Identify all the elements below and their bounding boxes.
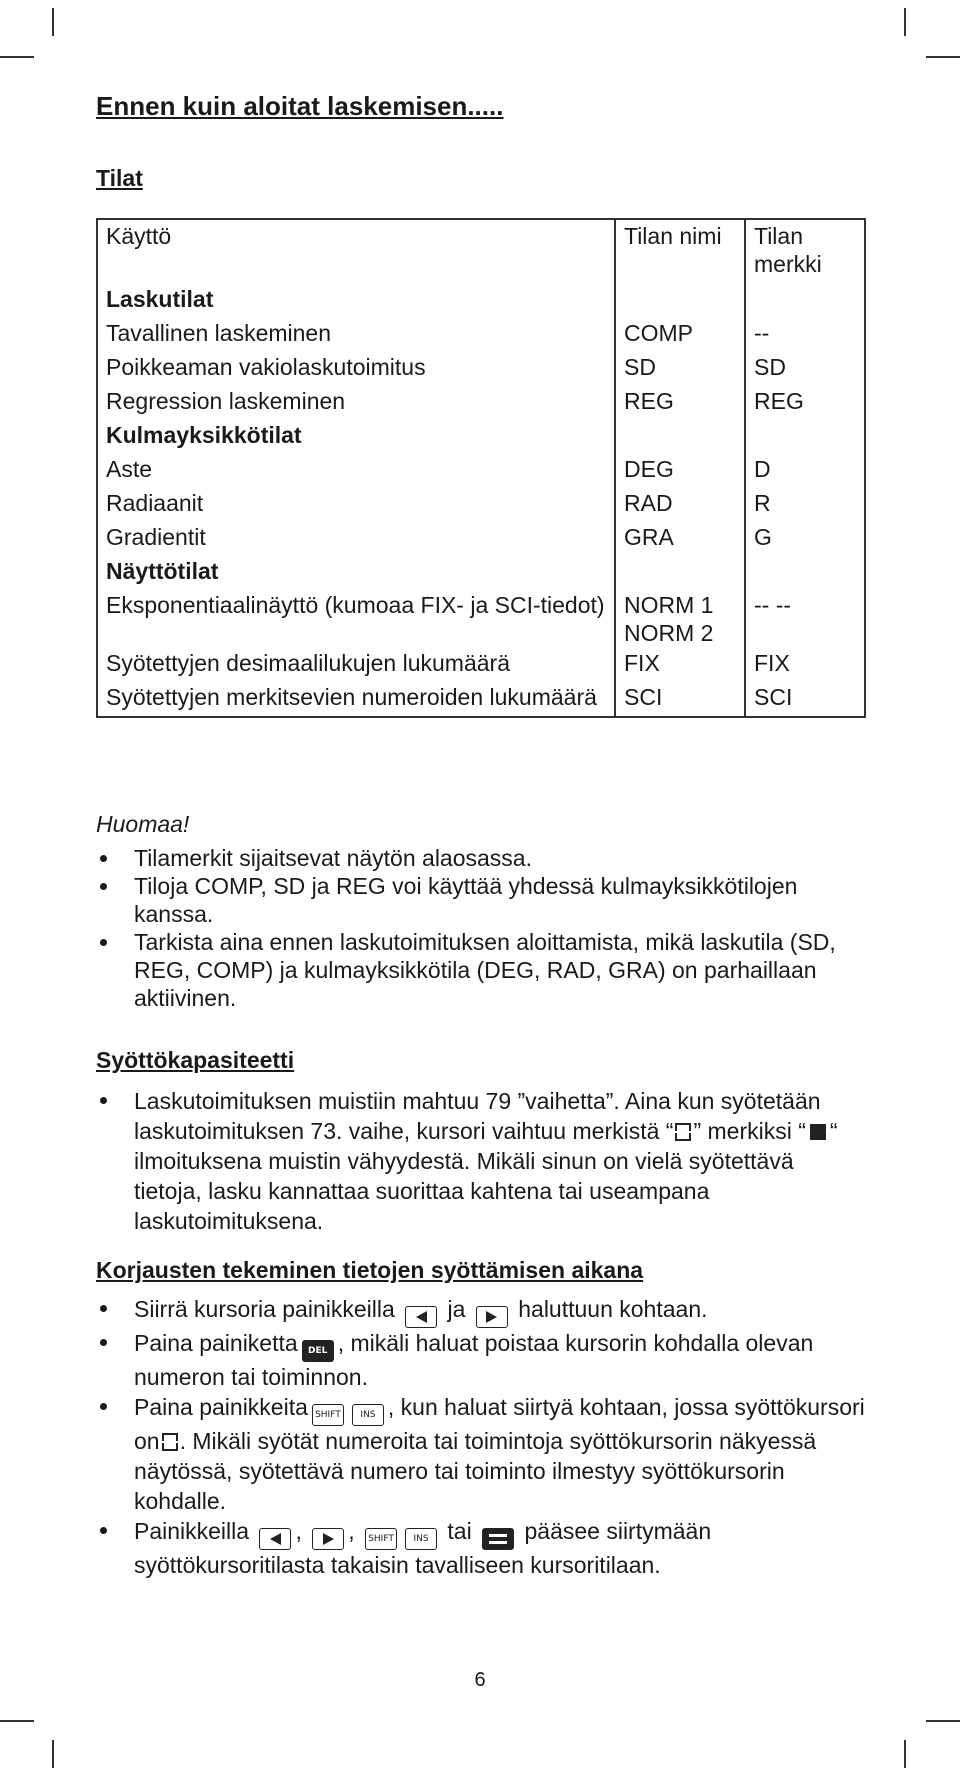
crop-mark — [926, 56, 960, 58]
right-arrow-key-icon — [476, 1306, 508, 1328]
table-subheading-row — [97, 556, 865, 590]
usage-cell: Kulmayksikkötilat — [97, 420, 615, 454]
usage-cell: Näyttötilat — [97, 556, 615, 590]
mode-indicator-cell: G — [745, 522, 865, 556]
usage-cell: Regression laskeminen — [97, 386, 615, 420]
mode-indicator-cell: FIX — [745, 648, 865, 682]
note-list — [96, 844, 866, 1012]
modes-table — [96, 218, 866, 718]
table-row — [97, 318, 865, 352]
usage-cell: Tavallinen laskeminen — [97, 318, 615, 352]
list-item: Paina painiketta DEL , mikäli haluat poistaa kursorin kohdalla olevan numeron tai toiminnon. — [96, 1328, 866, 1392]
table-row — [97, 682, 865, 717]
table-row — [97, 488, 865, 522]
usage-cell: Laskutilat — [97, 284, 615, 318]
corrections-list — [96, 1294, 866, 1580]
mode-name-cell: SD — [615, 352, 745, 386]
capacity-list — [96, 1086, 866, 1236]
mode-name-cell — [615, 284, 745, 318]
usage-cell: Radiaanit — [97, 488, 615, 522]
list-item: Painikkeilla , , SHIFT INS tai pääsee siirtymään syöttökursoritilasta takaisin tavalliseen kursoritilaan. — [96, 1516, 866, 1580]
usage-cell: Poikkeaman vakiolaskutoimitus — [97, 352, 615, 386]
usage-cell: Syötettyjen merkitsevien numeroiden lukumäärä — [97, 682, 615, 717]
crop-mark — [52, 8, 54, 36]
mode-indicator-cell — [745, 284, 865, 318]
mode-indicator-cell: SD — [745, 352, 865, 386]
page-number: 6 — [474, 1669, 486, 1691]
list-item: Paina painikkeita SHIFT INS , kun haluat siirtyä kohtaan, jossa syöttökursori on . Mikäli syötät numeroita tai toimintoja syöttökursorin näkyessä näytössä, syötettävä numero tai toiminto ilmestyy syöttökursorin kohdalle. — [96, 1392, 866, 1516]
mode-indicator-cell — [745, 556, 865, 590]
mode-name-cell: REG — [615, 386, 745, 420]
corrections-heading: Korjausten tekeminen tietojen syöttämisen aikana — [96, 1257, 644, 1283]
modes-heading: Tilat — [96, 165, 143, 191]
mode-name-cell: NORM 1 NORM 2 — [615, 590, 745, 648]
mode-name-cell: DEG — [615, 454, 745, 488]
list-item: Tarkista aina ennen laskutoimituksen aloittamista, mikä laskutila (SD, REG, COMP) ja kulmayksikkötila (DEG, RAD, GRA) on parhaillaan aktiivinen. — [96, 928, 866, 1012]
list-item: Siirrä kursoria painikkeilla ja haluttuun kohtaan. — [96, 1294, 866, 1328]
table-row — [97, 590, 865, 648]
crop-mark — [0, 1720, 34, 1722]
mode-indicator-cell: SCI — [745, 682, 865, 717]
crop-mark — [0, 56, 34, 58]
usage-cell: Syötettyjen desimaalilukujen lukumäärä — [97, 648, 615, 682]
mode-indicator-cell: D — [745, 454, 865, 488]
ins-key-icon: INS — [405, 1528, 437, 1550]
block-cursor-icon — [810, 1124, 826, 1140]
ins-key-icon: INS — [352, 1404, 384, 1426]
header-mode-name: Tilan nimi — [615, 219, 745, 284]
page-title: Ennen kuin aloitat laskemisen..... — [96, 91, 504, 121]
mode-name-cell — [615, 420, 745, 454]
input-cursor-icon — [675, 1123, 691, 1141]
header-mode-indicator: Tilan merkki — [745, 219, 865, 284]
table-header-row — [97, 219, 865, 284]
crop-mark — [926, 1720, 960, 1722]
table-row — [97, 648, 865, 682]
usage-cell: Gradientit — [97, 522, 615, 556]
mode-indicator-cell: R — [745, 488, 865, 522]
table-row — [97, 386, 865, 420]
mode-name-cell: GRA — [615, 522, 745, 556]
table-row — [97, 522, 865, 556]
table-subheading-row — [97, 284, 865, 318]
ac-key-icon — [482, 1528, 514, 1550]
table-row — [97, 352, 865, 386]
mode-indicator-cell — [745, 420, 865, 454]
del-key-icon: DEL — [302, 1340, 334, 1362]
header-usage: Käyttö — [97, 219, 615, 284]
usage-cell: Aste — [97, 454, 615, 488]
shift-key-icon: SHIFT — [312, 1404, 344, 1426]
mode-indicator-cell: -- -- — [745, 590, 865, 648]
mode-name-cell — [615, 556, 745, 590]
crop-mark — [52, 1740, 54, 1768]
capacity-heading: Syöttökapasiteetti — [96, 1047, 295, 1073]
crop-mark — [904, 1740, 906, 1768]
mode-name-cell: RAD — [615, 488, 745, 522]
note-heading: Huomaa! — [96, 811, 190, 837]
mode-name-cell: SCI — [615, 682, 745, 717]
right-arrow-key-icon — [312, 1528, 344, 1550]
table-row — [97, 454, 865, 488]
list-item: Tilamerkit sijaitsevat näytön alaosassa. — [96, 844, 866, 872]
left-arrow-key-icon — [259, 1528, 291, 1550]
list-item: Tiloja COMP, SD ja REG voi käyttää yhdessä kulmayksikkötilojen kanssa. — [96, 872, 866, 928]
mode-indicator-cell: -- — [745, 318, 865, 352]
mode-indicator-cell: REG — [745, 386, 865, 420]
crop-mark — [904, 8, 906, 36]
mode-name-cell: COMP — [615, 318, 745, 352]
input-cursor-icon — [162, 1433, 178, 1451]
usage-cell: Eksponentiaalinäyttö (kumoaa FIX- ja SCI-tiedot) — [97, 590, 615, 648]
mode-name-cell: FIX — [615, 648, 745, 682]
table-subheading-row — [97, 420, 865, 454]
list-item: Laskutoimituksen muistiin mahtuu 79 ”vaihetta”. Aina kun syötetään laskutoimituksen 73. vaihe, kursori vaihtuu merkistä “ ” merkiksi “ “ ilmoituksena muistin vähyydestä. Mikäli sinun on vielä syötettävä tietoja, lasku kannattaa suorittaa kahtena tai useampana laskutoimituksena. — [96, 1086, 866, 1236]
left-arrow-key-icon — [405, 1306, 437, 1328]
shift-key-icon: SHIFT — [365, 1528, 397, 1550]
